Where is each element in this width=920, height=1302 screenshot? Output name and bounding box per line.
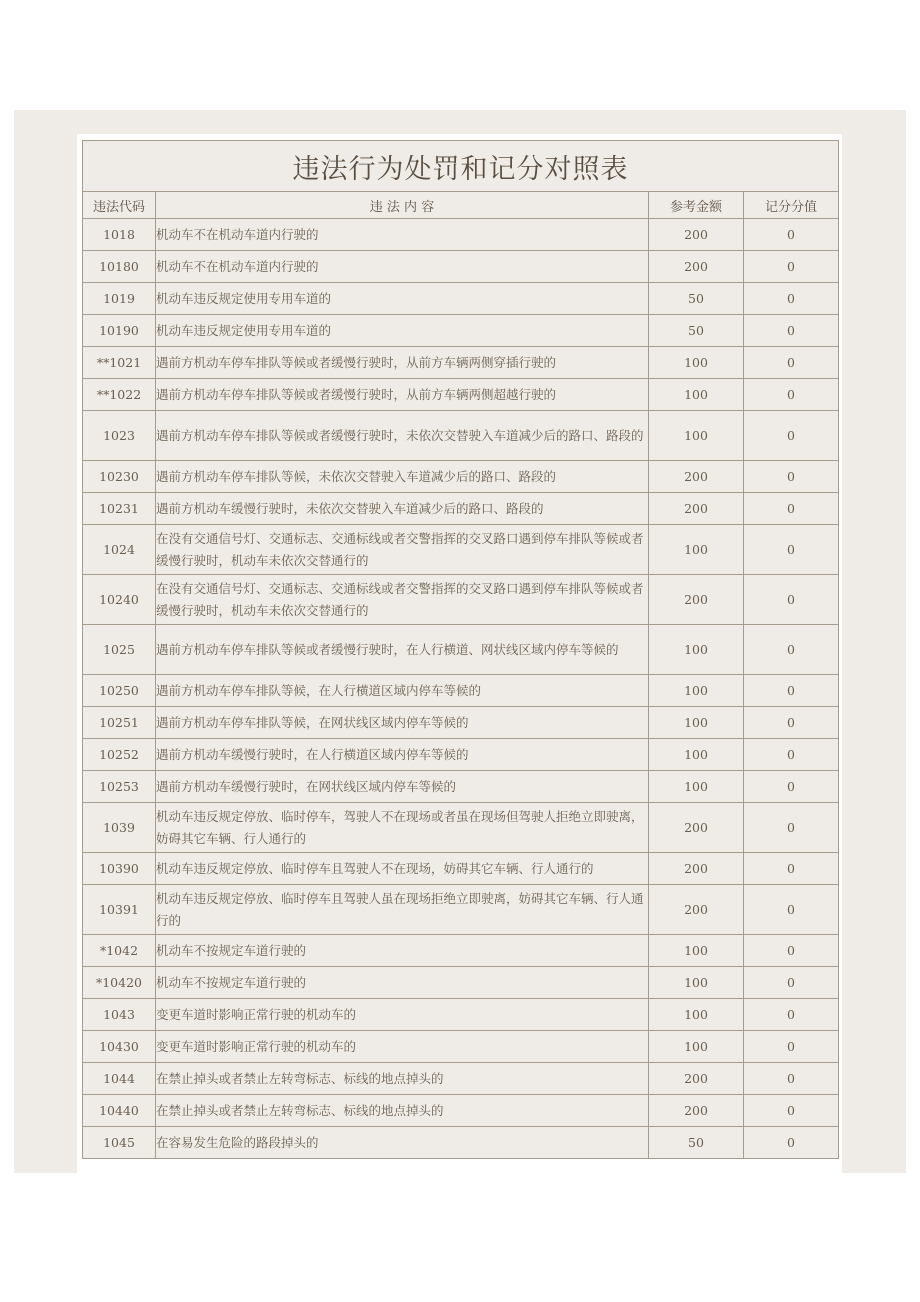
cell-content: 机动车违反规定使用专用车道的 — [156, 283, 649, 315]
cell-points: 0 — [744, 967, 839, 999]
cell-amount: 200 — [649, 251, 744, 283]
cell-points: 0 — [744, 251, 839, 283]
cell-amount: 50 — [649, 1127, 744, 1159]
cell-content: 遇前方机动车停车排队等候或者缓慢行驶时，从前方车辆两侧穿插行驶的 — [156, 347, 649, 379]
cell-amount: 100 — [649, 525, 744, 575]
table-title: 违法行为处罚和记分对照表 — [83, 141, 839, 192]
cell-content: 在没有交通信号灯、交通标志、交通标线或者交警指挥的交叉路口遇到停车排队等候或者缓慢行驶时，机动车未依次交替通行的 — [156, 525, 649, 575]
cell-points: 0 — [744, 219, 839, 251]
cell-code: 10230 — [83, 461, 156, 493]
cell-amount: 200 — [649, 853, 744, 885]
cell-code: *1042 — [83, 935, 156, 967]
cell-amount: 100 — [649, 675, 744, 707]
cell-content: 变更车道时影响正常行驶的机动车的 — [156, 1031, 649, 1063]
table-row — [83, 493, 839, 525]
cell-amount: 100 — [649, 1031, 744, 1063]
cell-content: 遇前方机动车缓慢行驶时，在网状线区域内停车等候的 — [156, 771, 649, 803]
cell-amount: 200 — [649, 1095, 744, 1127]
table-row — [83, 575, 839, 625]
cell-points: 0 — [744, 803, 839, 853]
table-row — [83, 1127, 839, 1159]
cell-code: 10430 — [83, 1031, 156, 1063]
table-row — [83, 1031, 839, 1063]
cell-code: *10420 — [83, 967, 156, 999]
table-row — [83, 219, 839, 251]
cell-content: 遇前方机动车缓慢行驶时，在人行横道区域内停车等候的 — [156, 739, 649, 771]
cell-amount: 50 — [649, 315, 744, 347]
cell-points: 0 — [744, 625, 839, 675]
cell-amount: 100 — [649, 379, 744, 411]
cell-amount: 100 — [649, 625, 744, 675]
cell-points: 0 — [744, 739, 839, 771]
table-row — [83, 999, 839, 1031]
cell-amount: 200 — [649, 219, 744, 251]
cell-points: 0 — [744, 1063, 839, 1095]
cell-code: 1024 — [83, 525, 156, 575]
table-row — [83, 315, 839, 347]
table-row — [83, 853, 839, 885]
cell-points: 0 — [744, 283, 839, 315]
cell-code: 1025 — [83, 625, 156, 675]
cell-code: 10390 — [83, 853, 156, 885]
cell-points: 0 — [744, 315, 839, 347]
cell-content: 在没有交通信号灯、交通标志、交通标线或者交警指挥的交叉路口遇到停车排队等候或者缓慢行驶时，机动车未依次交替通行的 — [156, 575, 649, 625]
cell-amount: 200 — [649, 803, 744, 853]
table-row — [83, 251, 839, 283]
cell-content: 机动车不按规定车道行驶的 — [156, 935, 649, 967]
table-row — [83, 967, 839, 999]
cell-amount: 100 — [649, 999, 744, 1031]
cell-points: 0 — [744, 853, 839, 885]
table-row — [83, 1063, 839, 1095]
cell-content: 在容易发生危险的路段掉头的 — [156, 1127, 649, 1159]
table-row — [83, 461, 839, 493]
cell-points: 0 — [744, 999, 839, 1031]
cell-amount: 100 — [649, 347, 744, 379]
cell-code: 10251 — [83, 707, 156, 739]
header-row — [83, 192, 839, 219]
cell-amount: 100 — [649, 967, 744, 999]
cell-amount: 50 — [649, 283, 744, 315]
cell-points: 0 — [744, 525, 839, 575]
cell-amount: 100 — [649, 739, 744, 771]
cell-content: 遇前方机动车缓慢行驶时，未依次交替驶入车道减少后的路口、路段的 — [156, 493, 649, 525]
table-row — [83, 379, 839, 411]
cell-points: 0 — [744, 1031, 839, 1063]
cell-code: **1022 — [83, 379, 156, 411]
cell-content: 机动车违反规定停放、临时停车且驾驶人不在现场，妨碍其它车辆、行人通行的 — [156, 853, 649, 885]
table-row — [83, 935, 839, 967]
cell-points: 0 — [744, 575, 839, 625]
cell-code: 1019 — [83, 283, 156, 315]
cell-content: 遇前方机动车停车排队等候，在网状线区域内停车等候的 — [156, 707, 649, 739]
cell-code: 10231 — [83, 493, 156, 525]
cell-amount: 100 — [649, 707, 744, 739]
table-row — [83, 675, 839, 707]
violation-table — [82, 140, 839, 1159]
cell-points: 0 — [744, 707, 839, 739]
table-row — [83, 803, 839, 853]
cell-code: 10253 — [83, 771, 156, 803]
column-header-amount: 参考金额 — [649, 192, 744, 219]
cell-points: 0 — [744, 885, 839, 935]
cell-code: 10440 — [83, 1095, 156, 1127]
cell-points: 0 — [744, 493, 839, 525]
cell-code: 10240 — [83, 575, 156, 625]
table-row — [83, 283, 839, 315]
cell-code: 10190 — [83, 315, 156, 347]
cell-code: 10180 — [83, 251, 156, 283]
cell-content: 遇前方机动车停车排队等候，未依次交替驶入车道减少后的路口、路段的 — [156, 461, 649, 493]
cell-points: 0 — [744, 379, 839, 411]
table-row — [83, 885, 839, 935]
cell-content: 遇前方机动车停车排队等候或者缓慢行驶时，未依次交替驶入车道减少后的路口、路段的 — [156, 411, 649, 461]
cell-code: 1039 — [83, 803, 156, 853]
cell-content: 机动车违反规定使用专用车道的 — [156, 315, 649, 347]
cell-code: 1043 — [83, 999, 156, 1031]
cell-code: 10252 — [83, 739, 156, 771]
cell-content: 在禁止掉头或者禁止左转弯标志、标线的地点掉头的 — [156, 1063, 649, 1095]
cell-points: 0 — [744, 1127, 839, 1159]
cell-amount: 200 — [649, 575, 744, 625]
table-row — [83, 525, 839, 575]
column-header-code: 违法代码 — [83, 192, 156, 219]
cell-amount: 200 — [649, 1063, 744, 1095]
cell-content: 在禁止掉头或者禁止左转弯标志、标线的地点掉头的 — [156, 1095, 649, 1127]
cell-content: 遇前方机动车停车排队等候或者缓慢行驶时，从前方车辆两侧超越行驶的 — [156, 379, 649, 411]
table-row — [83, 411, 839, 461]
cell-amount: 100 — [649, 935, 744, 967]
cell-amount: 100 — [649, 771, 744, 803]
cell-points: 0 — [744, 935, 839, 967]
cell-amount: 200 — [649, 493, 744, 525]
cell-content: 机动车违反规定停放、临时停车，驾驶人不在现场或者虽在现场但驾驶人拒绝立即驶离，妨碍其它车辆、行人通行的 — [156, 803, 649, 853]
column-header-content: 违 法 内 容 — [156, 192, 649, 219]
cell-code: 10250 — [83, 675, 156, 707]
table-row — [83, 771, 839, 803]
cell-points: 0 — [744, 1095, 839, 1127]
table-row — [83, 1095, 839, 1127]
cell-amount: 100 — [649, 411, 744, 461]
cell-content: 变更车道时影响正常行驶的机动车的 — [156, 999, 649, 1031]
cell-code: 1044 — [83, 1063, 156, 1095]
cell-content: 遇前方机动车停车排队等候，在人行横道区域内停车等候的 — [156, 675, 649, 707]
cell-code: **1021 — [83, 347, 156, 379]
cell-code: 10391 — [83, 885, 156, 935]
cell-points: 0 — [744, 411, 839, 461]
table-row — [83, 347, 839, 379]
cell-code: 1018 — [83, 219, 156, 251]
cell-points: 0 — [744, 675, 839, 707]
cell-code: 1023 — [83, 411, 156, 461]
cell-points: 0 — [744, 771, 839, 803]
cell-content: 遇前方机动车停车排队等候或者缓慢行驶时，在人行横道、网状线区域内停车等候的 — [156, 625, 649, 675]
table-row — [83, 625, 839, 675]
table-row — [83, 739, 839, 771]
cell-amount: 200 — [649, 461, 744, 493]
cell-code: 1045 — [83, 1127, 156, 1159]
column-header-points: 记分分值 — [744, 192, 839, 219]
cell-points: 0 — [744, 461, 839, 493]
cell-content: 机动车不在机动车道内行驶的 — [156, 219, 649, 251]
cell-amount: 200 — [649, 885, 744, 935]
cell-content: 机动车不按规定车道行驶的 — [156, 967, 649, 999]
table-row — [83, 707, 839, 739]
cell-points: 0 — [744, 347, 839, 379]
cell-content: 机动车违反规定停放、临时停车且驾驶人虽在现场拒绝立即驶离，妨碍其它车辆、行人通行的 — [156, 885, 649, 935]
table-body — [83, 219, 839, 1159]
cell-content: 机动车不在机动车道内行驶的 — [156, 251, 649, 283]
